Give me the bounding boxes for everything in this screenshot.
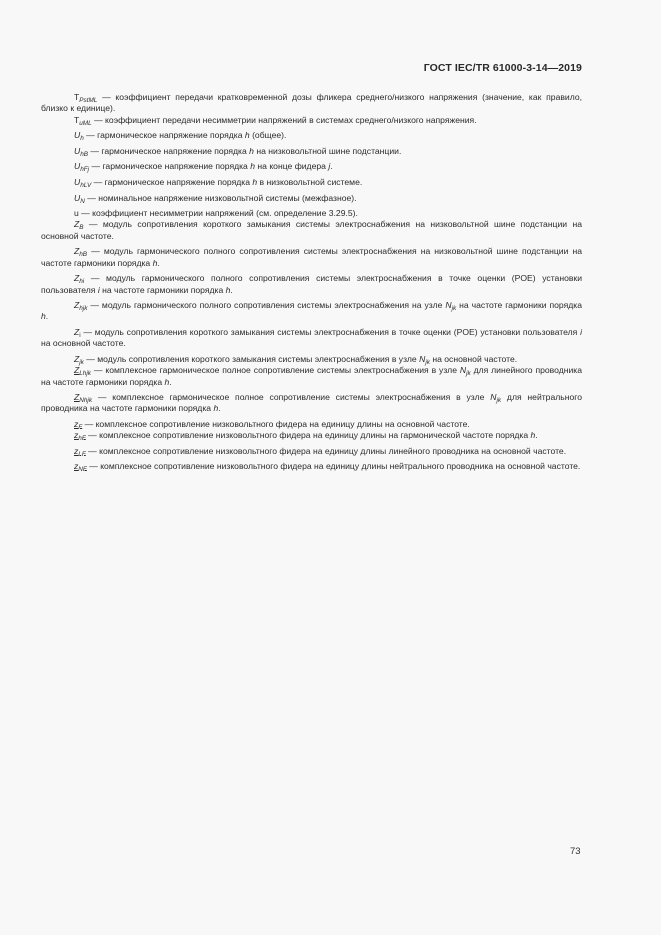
definition-item: $U_N$ — номинальное напряжение низковольтной системы (межфазное). bbox=[74, 192, 357, 205]
symbol: $z_{NF}$ bbox=[74, 461, 87, 474]
definition-item: $Z_{hB}$ — модуль гармонического полного сопротивления системы электроснабжения на низковольтной шине подстанции на частоте гармоники порядка h. bbox=[41, 246, 582, 268]
definition-item: $Z_i$ — модуль сопротивления короткого замыкания системы электроснабжения в точке оценки (POE) установки пользователя i на основной частоте. bbox=[41, 327, 582, 349]
symbol: $Z_i$ bbox=[74, 327, 81, 340]
definition-item: $Z_{hjk}$ — модуль гармонического полного сопротивления системы электроснабжения на узле $N_{jk}$ на частоте гармоники порядка h. bbox=[41, 300, 582, 322]
symbol: $T_{uML}$ bbox=[74, 114, 92, 127]
definitions-list bbox=[41, 92, 582, 473]
symbol: $U_h$ bbox=[74, 130, 84, 143]
symbol: $Z_B$ bbox=[74, 219, 84, 232]
symbol: $Z_{hi}$ bbox=[74, 273, 85, 286]
page-number: 73 bbox=[570, 846, 581, 857]
symbol: $Z_{Lhjk}$ bbox=[74, 365, 91, 378]
symbol: $z_F$ bbox=[74, 418, 83, 431]
symbol: u bbox=[74, 208, 79, 219]
symbol: $T_{PstML}$ bbox=[74, 92, 98, 104]
definition-item: $Z_{Lhjk}$ — комплексное гармоническое полное сопротивление системы электроснабжения в узле $N_{jk}$ для линейного проводника на частоте гармоники порядка h. bbox=[41, 365, 583, 387]
definition-item: $U_{hFj}$ — гармоническое напряжение порядка h на конце фидера j. bbox=[74, 161, 333, 174]
document-header: ГОСТ IEC/TR 61000-3-14—2019 bbox=[423, 62, 582, 74]
symbol: $Z_{Nhjk}$ bbox=[74, 392, 93, 405]
definition-item: u — коэффициент несимметрии напряжений (см. определение 3.29.5). bbox=[74, 208, 358, 219]
definition-item: $Z_{hi}$ — модуль гармонического полного сопротивления системы электроснабжения в точке оценки (POE) установки пользователя i на частоте гармоники порядка h. bbox=[41, 273, 582, 295]
symbol: $U_{hFj}$ bbox=[74, 161, 90, 174]
definition-item: $U_{hB}$ — гармоническое напряжение порядка h на низковольтной шине подстанции. bbox=[74, 145, 402, 158]
definition-item: $z_{hF}$ — комплексное сопротивление низковольтного фидера на единицу длины на гармонической частоте порядка h. bbox=[74, 430, 538, 443]
definition-item: $T_{uML}$ — коэффициент передачи несимметрии напряжений в системах среднего/низкого напряжения. bbox=[74, 114, 477, 127]
symbol: $z_{LF}$ bbox=[74, 445, 86, 458]
symbol: $Z_{jk}$ bbox=[74, 353, 84, 366]
symbol: $U_{hB}$ bbox=[74, 145, 89, 158]
symbol: $U_N$ bbox=[74, 192, 85, 205]
definition-item: $U_{hLV}$ — гармоническое напряжение порядка h в низковольтной системе. bbox=[74, 176, 363, 189]
symbol: $Z_{hjk}$ bbox=[74, 300, 88, 313]
definition-item: $Z_{Nhjk}$ — комплексное гармоническое полное сопротивление системы электроснабжения в узле $N_{jk}$ для нейтрального проводника на частоте гармоники порядка h. bbox=[41, 392, 582, 414]
symbol: $z_{hF}$ bbox=[74, 430, 86, 443]
definition-item: $Z_{jk}$ — модуль сопротивления короткого замыкания системы электроснабжения в узле $N_{jk}$ на основной частоте. bbox=[74, 353, 518, 366]
definition-item: $z_F$ — комплексное сопротивление низковольтного фидера на единицу длины на основной частоте. bbox=[74, 418, 470, 431]
definition-item: $z_{LF}$ — комплексное сопротивление низковольтного фидера на единицу длины линейного проводника на основной частоте. bbox=[74, 445, 567, 458]
symbol: $Z_{hB}$ bbox=[74, 246, 88, 259]
definition-item: $U_h$ — гармоническое напряжение порядка h (общее). bbox=[74, 130, 287, 143]
definition-item: $Z_B$ — модуль сопротивления короткого замыкания системы электроснабжения на низковольтной шине подстанции на основной частоте. bbox=[41, 219, 582, 241]
symbol: $U_{hLV}$ bbox=[74, 176, 92, 189]
definition-item: $z_{NF}$ — комплексное сопротивление низковольтного фидера на единицу длины нейтрального проводника на основной частоте. bbox=[74, 461, 581, 474]
definition-item: $T_{PstML}$ — коэффициент передачи кратковременной дозы фликера среднего/низкого напряжения (значение, как правило, близко к единице). bbox=[41, 92, 582, 114]
